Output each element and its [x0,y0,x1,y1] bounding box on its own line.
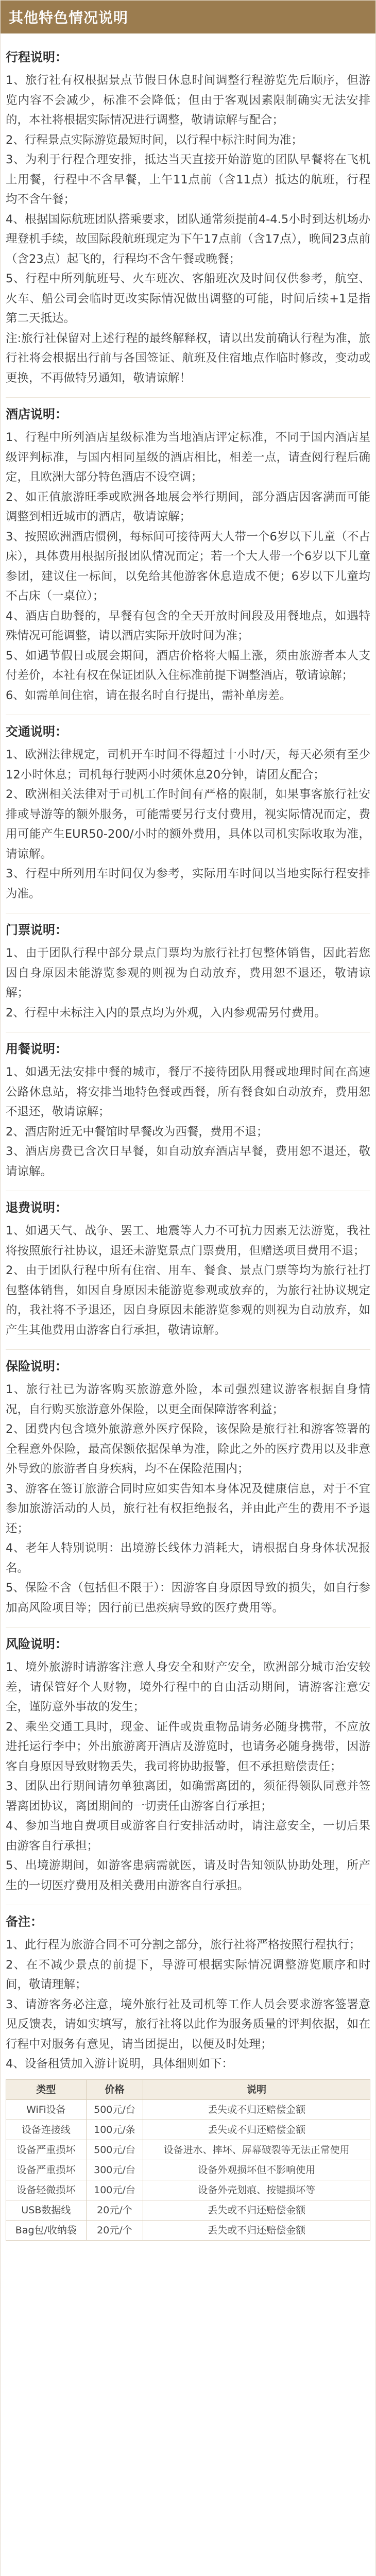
fee-table-cell: 丢失或不归还赔偿金额 [143,2099,370,2120]
fee-table-cell: 500元/台 [86,2099,143,2120]
section-notes [6,1912,370,2241]
section-meals [6,1040,370,1181]
fee-table-cell: 丢失或不归还赔偿金额 [143,2220,370,2240]
fee-table-cell: 300元/台 [86,2160,143,2180]
fee-table-cell: 20元/个 [86,2200,143,2220]
section-title-notes: 备注： [6,1914,43,1929]
fee-table-cell: 丢失或不归还赔偿金额 [143,2120,370,2140]
hotel-para: 5、如遇节假日或展会期间，酒店价格将大幅上涨，须由旅游者本人支付差价，本社有权在保证团队入住标准前提下调整酒店，敬请谅解； [6,649,370,682]
meals-para: 3、酒店房费已含次日早餐，如自动放弃酒店早餐，费用恕不退还，敬请谅解。 [6,1145,370,1178]
hotel-para: 1、行程中所列酒店星级标准为当地酒店评定标准，不同于国内酒店星级评判标准，与国内相同星级的酒店相比，相差一点，请查阅行程后确定，且欧洲大部分特色酒店不设空调； [6,431,370,484]
risk-para: 3、团队出行期间请勿单独离团，如确需离团的，须征得领队同意并签署离团协议，离团期间的一切责任由游客自行承担； [6,1780,370,1813]
insurance-para: 1、旅行社已为游客购买旅游意外险，本司强烈建议游客根据自身情况，自行购买旅游意外保险，以更全面保障游客利益； [6,1383,370,1416]
fee-table-cell: WiFi设备 [6,2099,87,2120]
fee-table-cell: 设备外观损坏但不影响使用 [143,2160,370,2180]
hotel-para: 6、如需单间住宿，请在报名时自行提出，需补单房差。 [6,688,292,702]
fee-table-row [6,2220,370,2240]
notes-para: 2、在不减少景点的前提下，导游可根据实际情况调整游览顺序和时间，敬请理解； [6,1958,370,1991]
notes-para: 4、设备租赁加入游计说明，具体细则如下： [6,2057,233,2071]
divider [6,1349,370,1350]
insurance-para: 4、老年人特别说明：出境游长线体力消耗大，请根据自身身体状况报名。 [6,1541,370,1575]
transport-para: 1、欧洲法律规定，司机开车时间不得超过十小时/天，每天必须有至少12小时休息；司机每行驶两小时须休息20分钟，请团友配合； [6,748,370,782]
fee-table-cell: 设备严重损坏 [6,2140,87,2160]
fee-table-cell: 丢失或不归还赔偿金额 [143,2200,370,2220]
fee-table-cell: 设备连接线 [6,2120,87,2140]
hotel-para: 2、如正值旅游旺季或欧洲各地展会举行期间，部分酒店因客满而可能调整到相近城市的酒店，敬请谅解； [6,490,370,523]
section-itinerary [6,48,370,388]
fee-table-header: 类型 [6,2079,87,2099]
fee-table-cell: USB数据线 [6,2200,87,2220]
itinerary-para: 3、为利于行程合理安排，抵达当天直接开始游览的团队早餐将在飞机上用餐，行程中不含早餐，上午11点前（含11点）抵达的航班，行程均不含午餐； [6,153,370,206]
fee-table-row [6,2160,370,2180]
fee-table-row [6,2200,370,2220]
fee-table-header: 价格 [86,2079,143,2099]
content-area [1,33,375,2241]
itinerary-para: 注:旅行社保留对上述行程的最终解释权，请以出发前确认行程为准，旅行社将会根据出行前与各国签证、航班及住宿地点作临时修改，变动或更换，不再做特另通知，敬请谅解！ [6,331,370,385]
meals-para: 1、如遇无法安排中餐的城市，餐厅不接待团队用餐或地理时间在高速公路休息站，将安排当地特色餐或西餐，所有餐食如自动放弃，费用恕不退还，敬请谅解； [6,1065,370,1118]
refund-para: 2、由于团队行程中所有住宿、用车、餐食、景点门票等均为旅行社打包整体销售，如因自身原因未能游览参观或放弃的，为旅行社协议规定的，我社将不予退还，因自身原因未能游览参观的则视为自动放弃，如产生其他费用由游客自行承担，敬请谅解。 [6,1264,370,1337]
notes-para: 3、请游客务必注意，境外旅行社及司机等工作人员会要求游客签署意见反馈表，请如实填写，旅行社将以此作为服务质量的评判依据，如在行程中对服务有意见，请当团提出，以便及时处理； [6,1997,370,2051]
fee-table-cell: 100元/台 [86,2180,143,2200]
tickets-para: 2、行程中未标注入内的景点均为外观，入内参观需另付费用。 [6,1006,326,1020]
fee-table-header-row [6,2079,370,2099]
transport-para: 2、欧洲相关法律对于司机工作时间有严格的限制，如果事客旅行社安排或导游等的额外服务，可能需要另行支付费用，视实际情况而定，费用可能产生EUR50-200/小时的额外费用，具体以司机实际收取为准，请谅解。 [6,788,370,861]
fee-table-cell: 100元/条 [86,2120,143,2140]
fee-table-cell: 设备外壳划痕、按键损坏等 [143,2180,370,2200]
section-insurance [6,1357,370,1618]
section-title-itinerary: 行程说明： [6,50,67,64]
section-title-meals: 用餐说明： [6,1042,67,1056]
risk-para: 5、出境游期间，如游客患病需就医，请及时告知领队协助处理，所产生的一切医疗费用及相关费用由游客自行承担。 [6,1859,370,1892]
section-risk [6,1635,370,1895]
fee-table-cell: Bag包/收纳袋 [6,2220,87,2240]
fee-table-row [6,2180,370,2200]
fee-table-row [6,2099,370,2120]
divider [6,397,370,398]
meals-para: 2、酒店附近无中餐馆时早餐改为西餐，费用不退； [6,1125,268,1139]
header-bar [1,1,375,33]
section-title-refund: 退费说明： [6,1200,67,1215]
itinerary-para: 1、旅行社有权根据景点节假日休息时间调整行程游览先后顺序，但游览内容不会减少，标准不会降低；但由于客观因素限制确实无法安排的，本社将根据实际情况进行调整，敬请谅解与配合； [6,74,370,127]
section-refund [6,1198,370,1340]
hotel-para: 4、酒店自助餐的，早餐有包含的全天开放时间段及用餐地点，如遇特殊情况可能调整，请以酒店实际开放时间为准； [6,609,370,642]
section-title-insurance: 保险说明： [6,1359,67,1374]
hotel-para: 3、按照欧洲酒店惯例，每标间可接待两大人带一个6岁以下儿童（不占床），具体费用根据所报团队情况而定；若一个大人带一个6岁以下儿童参团，建议住一标间，以免给其他游客休息造成不便；6岁以下儿童均不占床（一桌位）； [6,530,370,603]
fee-table-cell: 设备严重损坏 [6,2160,87,2180]
divider [6,1627,370,1628]
insurance-para: 2、团费内包含境外旅游意外医疗保险，该保险是旅行社和游客签署的全程意外保险，最高保额依据保单为准，除此之外的医疗费用以及非意外导致的旅游者自身疾病，均不在保险范围内； [6,1422,370,1476]
section-title-risk: 风险说明： [6,1637,67,1651]
fee-table-row [6,2140,370,2160]
itinerary-para: 5、行程中所列航班号、火车班次、客船班次及时间仅供参考，航空、火车、船公司会临时更改实际情况做出调整的可能，时间后续+1是指第二天抵达。 [6,272,370,325]
refund-para: 1、如遇天气、战争、罢工、地震等人力不可抗力因素无法游览，我社将按照旅行社协议，退还未游览景点门票费用，但赠送项目费用不退； [6,1224,370,1258]
fee-table-cell: 500元/台 [86,2140,143,2160]
section-tickets [6,921,370,1023]
section-transport [6,722,370,904]
fee-table [6,2079,370,2241]
fee-table-row [6,2120,370,2140]
section-title-hotel: 酒店说明： [6,407,67,421]
risk-para: 1、境外旅游时请游客注意人身安全和财产安全，欧洲部分城市治安较差，请保管好个人财物，境外行程中的自由活动期间，请游客注意安全，谨防意外事故的发生； [6,1660,370,1714]
page-title: 其他特色情况说明 [9,9,129,26]
section-hotel [6,405,370,705]
notes-para: 1、此行程为旅游合同不可分割之部分，旅行社将严格按照行程执行； [6,1938,361,1952]
itinerary-para: 2、行程景点实际游览最短时间，以行程中标注时间为准； [6,133,303,147]
transport-para: 3、行程中所列用车时间仅为参考，实际用车时间以当地实际行程安排为准。 [6,867,370,901]
insurance-para: 5、保险不含（包括但不限于）：因游客自身原因导致的损失，如自行参加高风险项目等；因行前已患疾病导致的医疗费用等。 [6,1581,370,1615]
section-title-tickets: 门票说明： [6,923,67,937]
risk-para: 2、乘坐交通工具时，现金、证件或贵重物品请务必随身携带，不应放进托运行李中；外出旅游离开酒店及游览时，也请务必随身携带，因游客自身原因导致财物丢失，我司将协助报警，但不承担赔偿责任； [6,1720,370,1773]
fee-table-cell: 设备进水、摔坏、屏幕破裂等无法正常使用 [143,2140,370,2160]
insurance-para: 3、游客在签订旅游合同时应如实告知本身体况及健康信息，对于不宜参加旅游活动的人员，旅行社有权拒绝报名，并由此产生的费用不予退还； [6,1482,370,1535]
risk-para: 4、参加当地自费项目或游客自行安排活动时，请注意安全，一切后果由游客自行承担； [6,1819,370,1853]
itinerary-para: 4、根据国际航班团队搭乘要求，团队通常须提前4-4.5小时到达机场办理登机手续，故国际段航班现定为下午17点前（含17点），晚间23点前（含23点）起飞的，行程均不含午餐或晚餐； [6,212,370,266]
fee-table-cell: 设备轻微损坏 [6,2180,87,2200]
fee-table-header: 说明 [143,2079,370,2099]
tickets-para: 1、由于团队行程中部分景点门票均为旅行社打包整体销售，因此若您因自身原因未能游览参观的则视为自动放弃，费用恕不退还，敬请谅解； [6,946,370,999]
fee-table-cell: 20元/个 [86,2220,143,2240]
section-title-transport: 交通说明： [6,724,67,739]
